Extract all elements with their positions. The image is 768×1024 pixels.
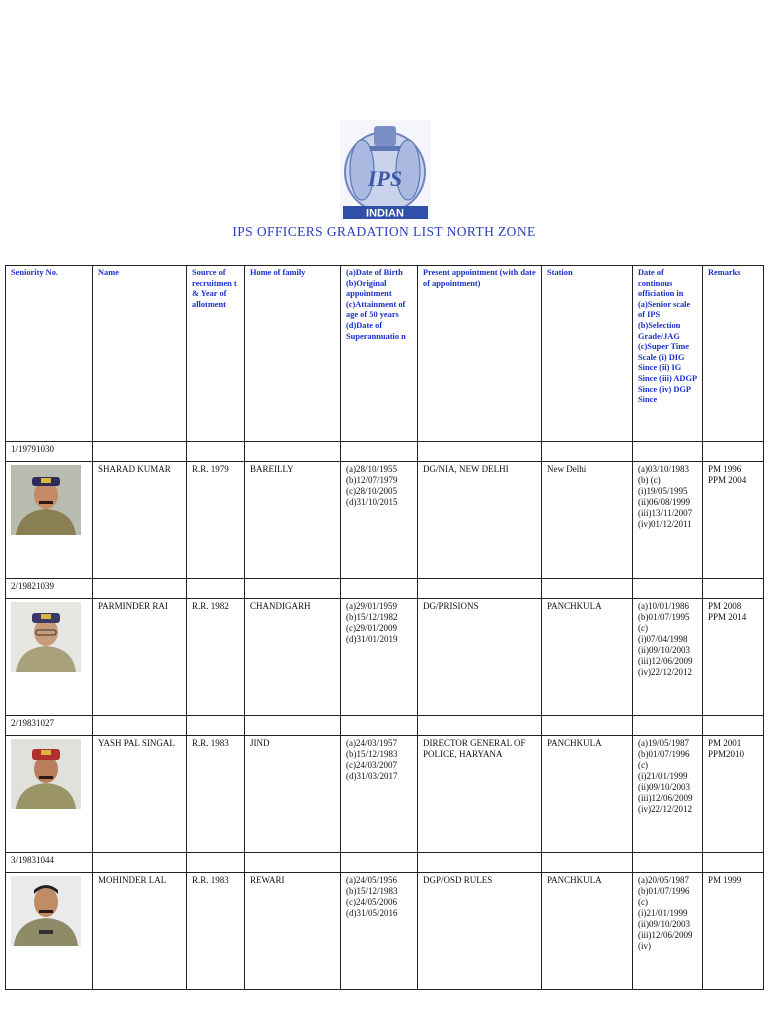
officer-photo — [11, 739, 81, 809]
officer-station: PANCHKULA — [542, 736, 633, 853]
officer-station: New Delhi — [542, 462, 633, 579]
seniority-number: 2/19831027 — [6, 716, 93, 736]
officer-remarks: PM 1999 — [703, 873, 764, 990]
svg-text:IPS: IPS — [367, 166, 403, 191]
officer-station: PANCHKULA — [542, 873, 633, 990]
officer-appointment: DG/NIA, NEW DELHI — [418, 462, 542, 579]
officer-source: R.R. 1983 — [187, 873, 245, 990]
officer-photo-cell — [6, 736, 93, 853]
table-row — [6, 462, 764, 579]
header-source: Source of recruitmen t & Year of allotment — [187, 266, 245, 442]
officer-officiation: (a)19/05/1987 (b)01/07/1996 (c) (i)21/01/1999 (ii)09/10/2003 (iii)12/06/2009 (iv)22/12/2012 — [633, 736, 703, 853]
officer-name: SHARAD KUMAR — [93, 462, 187, 579]
officer-home: BAREILLY — [245, 462, 341, 579]
table-header-row — [6, 266, 764, 442]
gradation-table — [5, 265, 764, 990]
officer-name: YASH PAL SINGAL — [93, 736, 187, 853]
officer-station: PANCHKULA — [542, 599, 633, 716]
header-appointment: Present appointment (with date of appointment) — [418, 266, 542, 442]
officer-remarks: PM 2008 PPM 2014 — [703, 599, 764, 716]
officer-officiation: (a)10/01/1986 (b)01/07/1995 (c) (i)07/04/1998 (ii)09/10/2003 (iii)12/06/2009 (iv)22/12/2012 — [633, 599, 703, 716]
officer-home: JIND — [245, 736, 341, 853]
seniority-row — [6, 716, 764, 736]
seniority-row — [6, 579, 764, 599]
officer-name: MOHINDER LAL — [93, 873, 187, 990]
officer-remarks: PM 2001 PPM2010 — [703, 736, 764, 853]
header-dates: (a)Date of Birth (b)Original appointment (c)Attainment of age of 50 years (d)Date of Superannuatio n — [341, 266, 418, 442]
officer-officiation: (a)20/05/1987 (b)01/07/1996 (c) (i)21/01/1999 (ii)09/10/2003 (iii)12/06/2009 (iv) — [633, 873, 703, 990]
seniority-row — [6, 442, 764, 462]
officer-dates: (a)28/10/1955 (b)12/07/1979 (c)28/10/2005 (d)31/10/2015 — [341, 462, 418, 579]
header-remarks: Remarks — [703, 266, 764, 442]
seniority-number: 3/19831044 — [6, 853, 93, 873]
seniority-number: 1/19791030 — [6, 442, 93, 462]
table-row — [6, 736, 764, 853]
officer-home: REWARI — [245, 873, 341, 990]
officer-photo — [11, 465, 81, 535]
officer-appointment: DG/PRISIONS — [418, 599, 542, 716]
header-station: Station — [542, 266, 633, 442]
header-home: Home of family — [245, 266, 341, 442]
header-seniority: Seniority No. — [6, 266, 93, 442]
page-title: IPS OFFICERS GRADATION LIST NORTH ZONE — [232, 224, 536, 239]
officer-appointment: DGP/OSD RULES — [418, 873, 542, 990]
officer-dates: (a)24/05/1956 (b)15/12/1983 (c)24/05/2006 (d)31/05/2016 — [341, 873, 418, 990]
ips-emblem-logo — [340, 120, 431, 220]
svg-text:INDIAN: INDIAN — [366, 207, 404, 220]
officer-photo-cell — [6, 462, 93, 579]
header-name: Name — [93, 266, 187, 442]
officer-source: R.R. 1979 — [187, 462, 245, 579]
officer-photo — [11, 876, 81, 946]
officer-officiation: (a)03/10/1983 (b) (c) (i)19/05/1995 (ii)06/08/1999 (iii)13/11/2007 (iv)01/12/2011 — [633, 462, 703, 579]
seniority-row — [6, 853, 764, 873]
table-row — [6, 873, 764, 990]
officer-appointment: DIRECTOR GENERAL OF POLICE, HARYANA — [418, 736, 542, 853]
seniority-number: 2/19821039 — [6, 579, 93, 599]
table-row — [6, 599, 764, 716]
officer-source: R.R. 1982 — [187, 599, 245, 716]
officer-dates: (a)24/03/1957 (b)15/12/1983 (c)24/03/2007 (d)31/03/2017 — [341, 736, 418, 853]
officer-remarks: PM 1996 PPM 2004 — [703, 462, 764, 579]
officer-source: R.R. 1983 — [187, 736, 245, 853]
officer-photo — [11, 602, 81, 672]
officer-name: PARMINDER RAI — [93, 599, 187, 716]
officer-photo-cell — [6, 599, 93, 716]
header-officiation: Date of continous officiation in (a)Senior scale of IPS (b)Selection Grade/JAG (c)Super Time Scale (i) DIG Since (ii) IG Since (iii) ADGP Since (iv) DGP Since — [633, 266, 703, 442]
officer-dates: (a)29/01/1959 (b)15/12/1982 (c)29/01/2009 (d)31/01/2019 — [341, 599, 418, 716]
officer-home: CHANDIGARH — [245, 599, 341, 716]
officer-photo-cell — [6, 873, 93, 990]
